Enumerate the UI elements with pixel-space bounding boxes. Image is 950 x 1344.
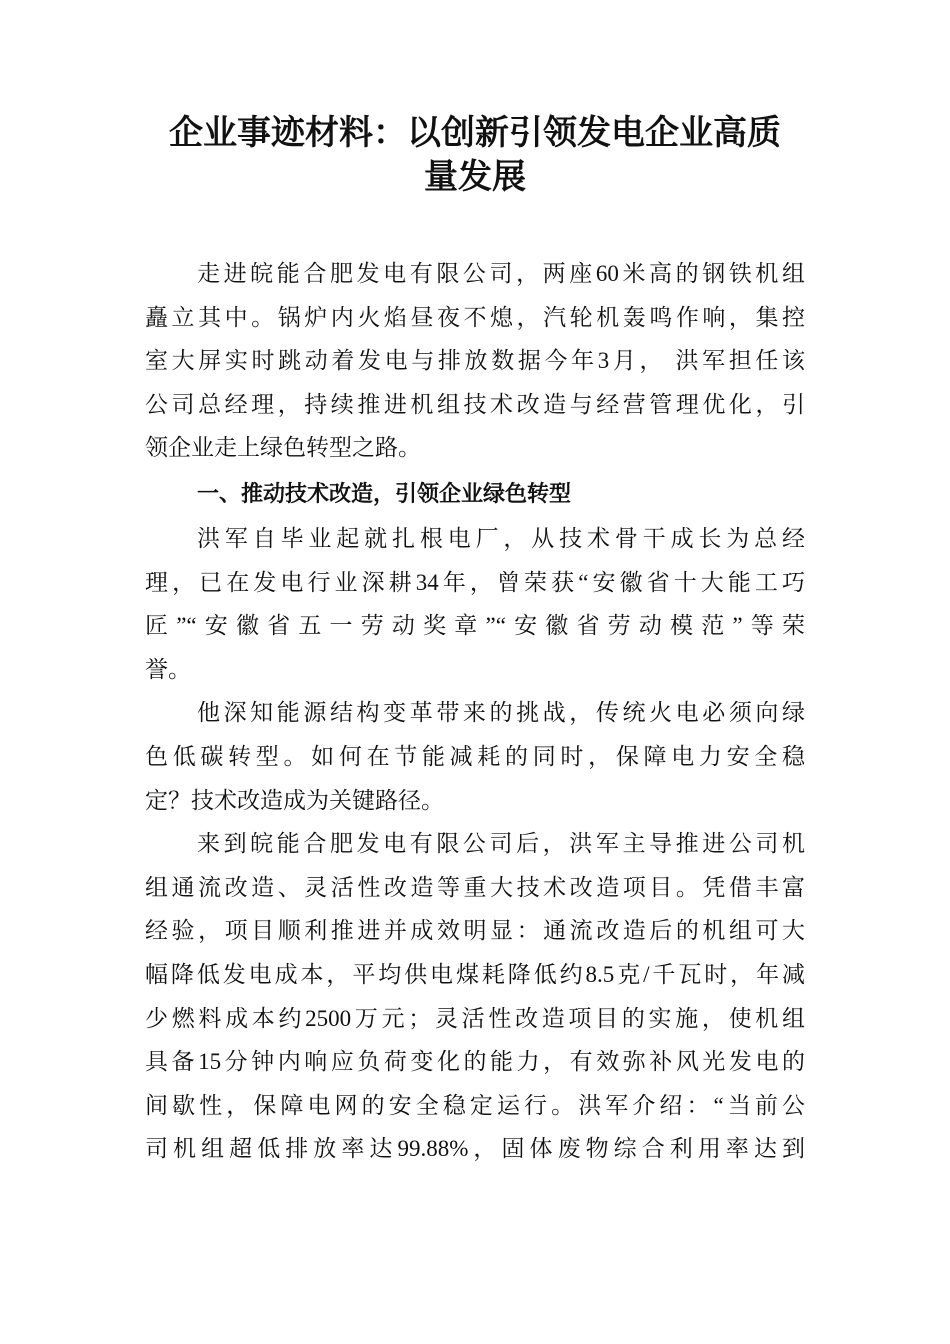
title-line: 量发展	[424, 159, 526, 196]
title-line: 企业事迹材料：以创新引领发电企业高质	[169, 115, 781, 152]
paragraph	[145, 252, 805, 470]
paragraph-line: 间歇性，保障电网的安全稳定运行。洪军介绍：“当前公	[145, 1092, 805, 1118]
paragraph	[145, 517, 805, 691]
paragraph-line: 少燃料成本约2500万元；灵活性改造项目的实施，使机组	[145, 1005, 805, 1031]
paragraph-line: 组通流改造、灵活性改造等重大技术改造项目。凭借丰富	[145, 874, 805, 900]
document-title	[140, 112, 810, 200]
paragraph-line: 誉。	[145, 656, 191, 682]
paragraph-line: 幅降低发电成本，平均供电煤耗降低约8.5克/千瓦时，年减	[145, 961, 805, 987]
section-heading: 一、推动技术改造，引领企业绿色转型	[197, 480, 572, 506]
paragraph-line: 司机组超低排放率达99.88%，固体废物综合利用率达到	[145, 1136, 805, 1162]
paragraph	[145, 691, 805, 822]
paragraph-line: 具备15分钟内响应负荷变化的能力，有效弥补风光发电的	[145, 1049, 805, 1075]
paragraph-line: 来到皖能合肥发电有限公司后，洪军主导推进公司机	[197, 831, 805, 857]
paragraph-line: 他深知能源结构变革带来的挑战，传统火电必须向绿	[197, 700, 805, 726]
document-body	[145, 252, 805, 1171]
paragraph-line: 理，已在发电行业深耕34年，曾荣获“安徽省十大能工巧	[145, 569, 805, 595]
paragraph-line: 公司总经理，持续推进机组技术改造与经营管理优化，引	[145, 391, 805, 417]
paragraph-line: 定？技术改造成为关键路径。	[145, 787, 444, 813]
paragraph-line: 经验，项目顺利推进并成效明显：通流改造后的机组可大	[145, 918, 805, 944]
paragraph-line: 色低碳转型。如何在节能减耗的同时，保障电力安全稳	[145, 743, 805, 769]
paragraph-line: 洪军自毕业起就扎根电厂，从技术骨干成长为总经	[197, 525, 805, 551]
paragraph-line: 匠”“安徽省五一劳动奖章”“安徽省劳动模范”等荣	[145, 613, 805, 639]
paragraph	[145, 822, 805, 1171]
paragraph-line: 走进皖能合肥发电有限公司，两座60米高的钢铁机组	[197, 261, 805, 286]
paragraph-line: 矗立其中。锅炉内火焰昼夜不熄，汽轮机轰鸣作响，集控	[145, 304, 805, 330]
paragraph-line: 领企业走上绿色转型之路。	[145, 435, 421, 461]
paragraph-line: 室大屏实时跳动着发电与排放数据今年3月， 洪军担任该	[145, 348, 805, 374]
